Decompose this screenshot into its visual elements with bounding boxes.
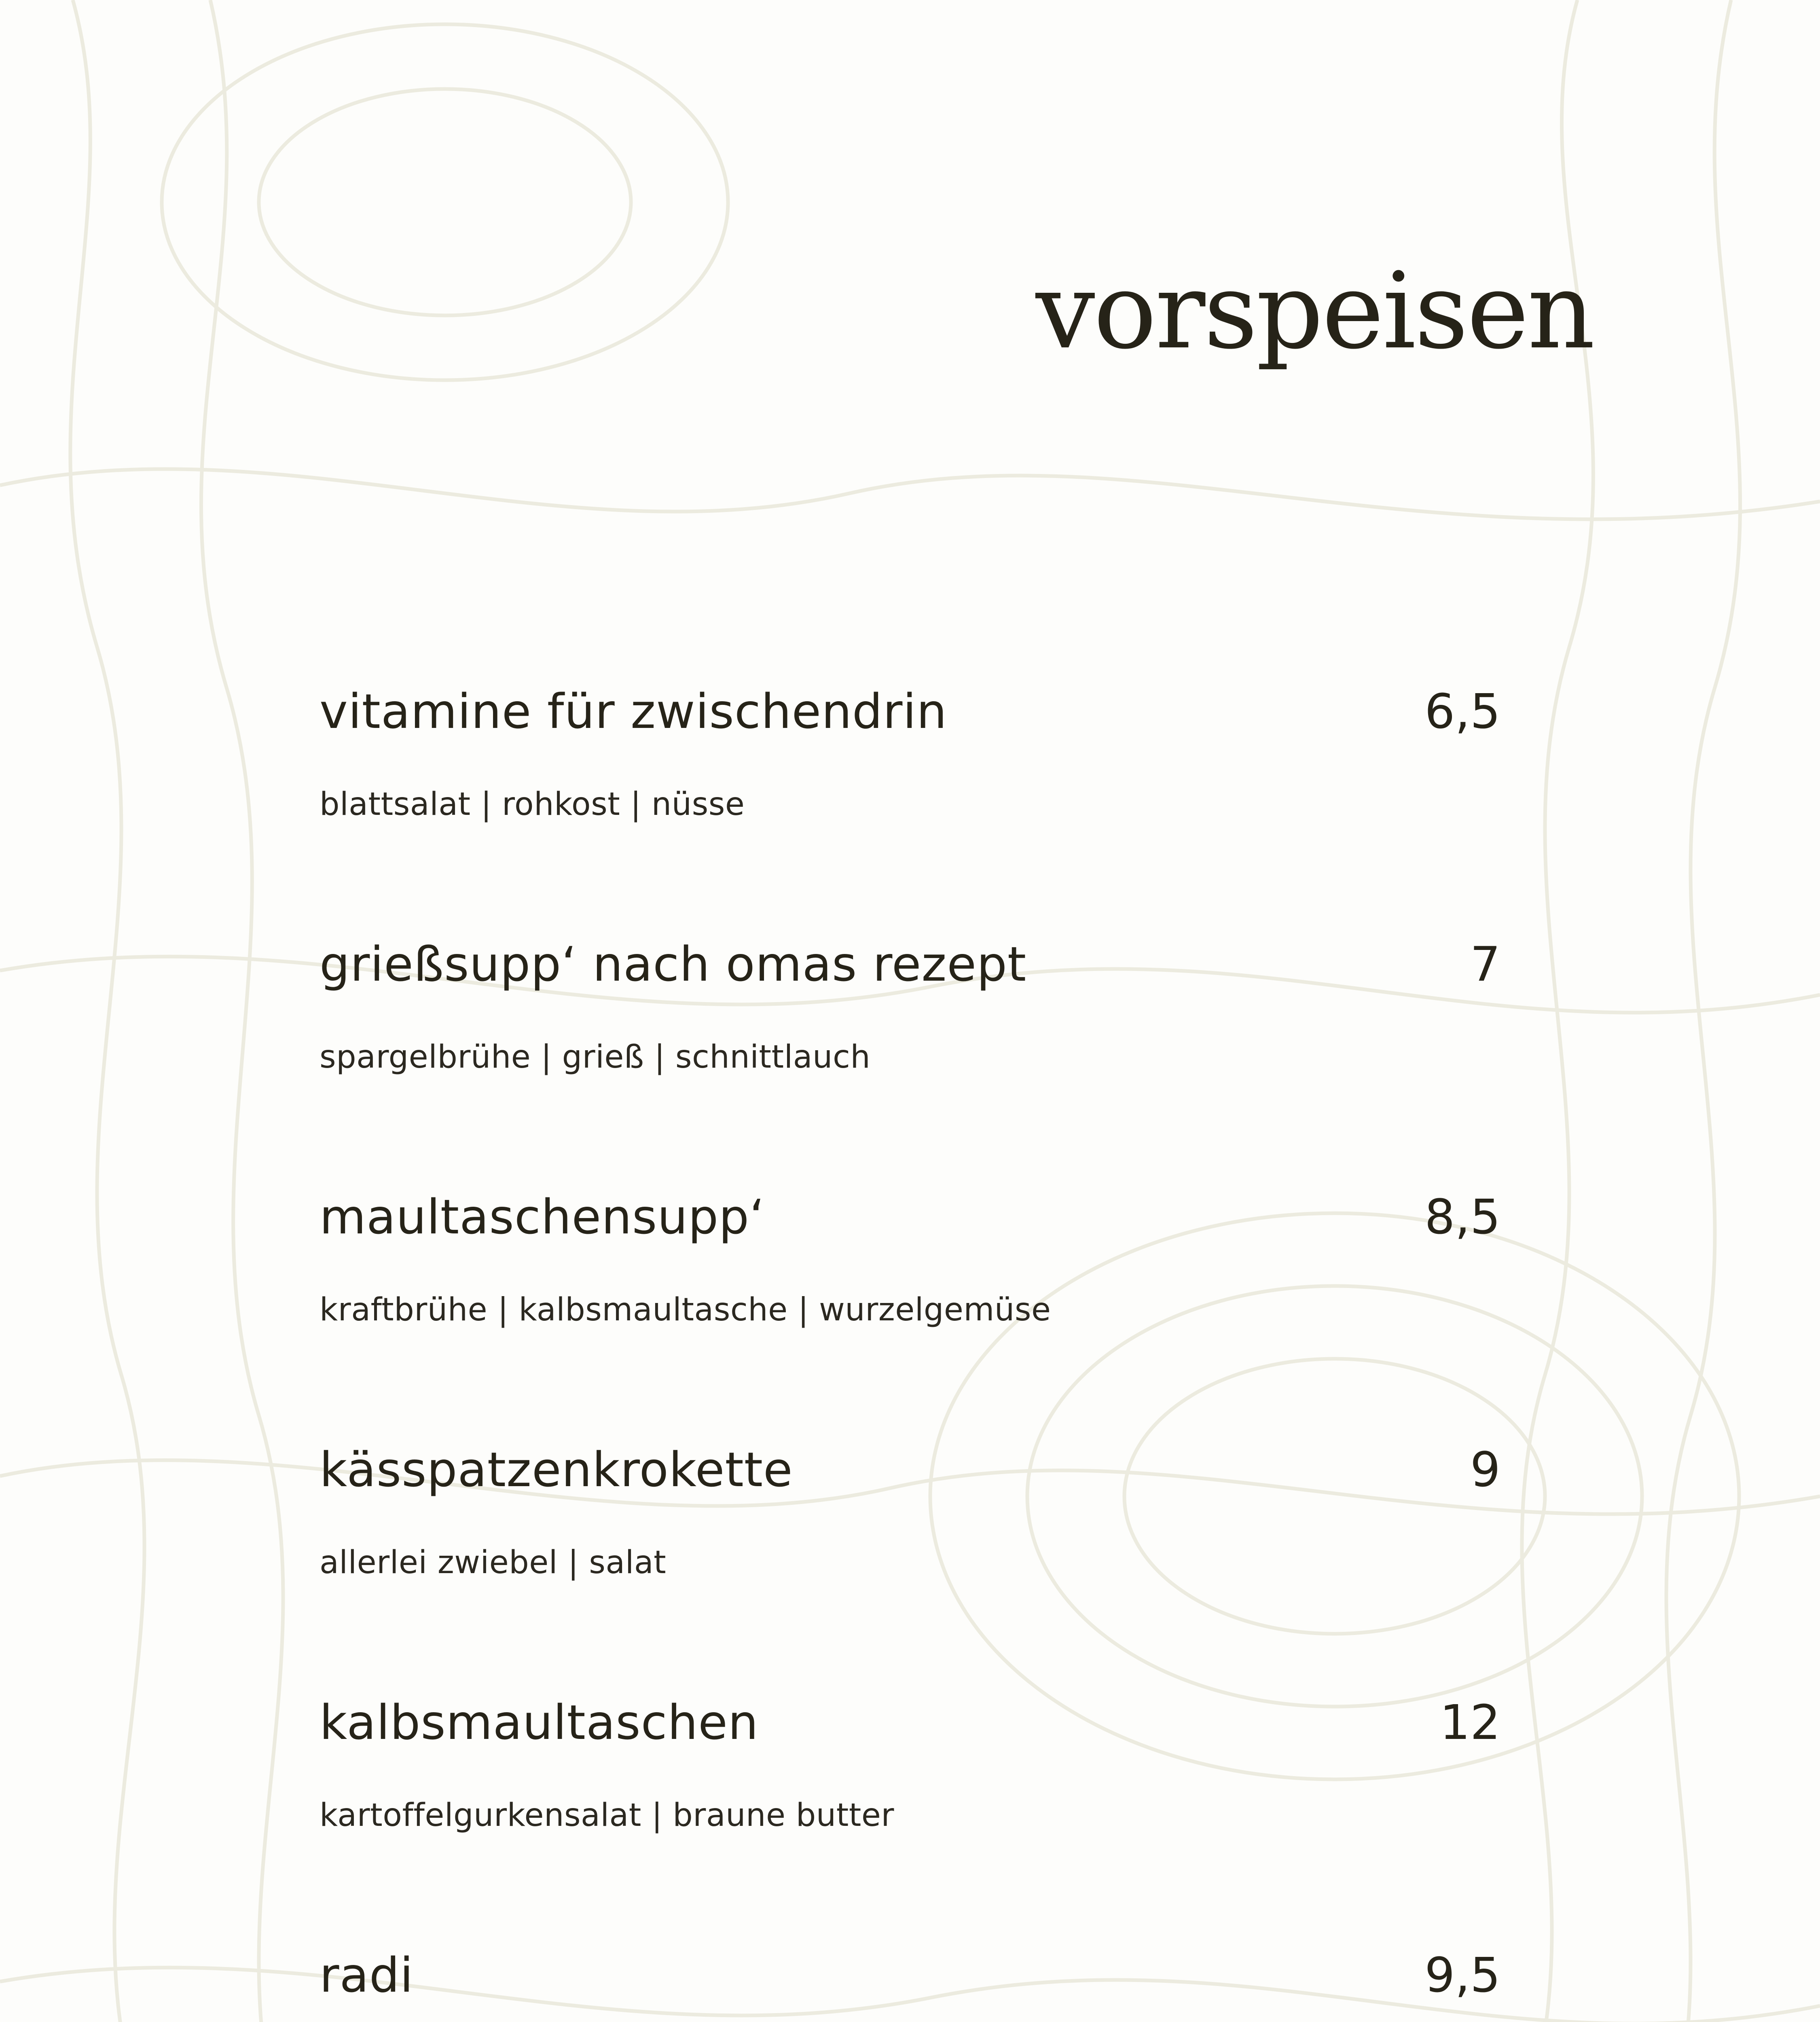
dish-price: 7: [1470, 936, 1500, 992]
dish-price: 9: [1470, 1442, 1500, 1497]
dish-price: 6,5: [1424, 683, 1500, 739]
menu-item: [320, 1442, 1500, 1698]
dish-name: grießsupp‘ nach omas rezept: [320, 936, 1027, 992]
menu-item: [320, 1189, 1500, 1446]
dish-description: blattsalat | rohkost | nüsse: [320, 786, 745, 823]
menu-item: [320, 1694, 1500, 1951]
dish-description: kartoffelgurkensalat | braune butter: [320, 1797, 894, 1834]
dish-price: 12: [1439, 1694, 1500, 1750]
menu-item: [320, 683, 1500, 940]
dish-description: allerlei zwiebel | salat: [320, 1544, 667, 1581]
dish-description: kraftbrühe | kalbsmaultasche | wurzelgemüse: [320, 1292, 1051, 1328]
dish-name: radi: [320, 1947, 414, 2003]
dish-price: 9,5: [1424, 1947, 1500, 2003]
dish-price: 8,5: [1424, 1189, 1500, 1245]
dish-name: maultaschensupp‘: [320, 1189, 765, 1245]
menu-item: [320, 936, 1500, 1193]
dish-name: kässpatzenkrokette: [320, 1442, 793, 1497]
section-title: vorspeisen: [1035, 250, 1594, 372]
dish-name: vitamine für zwischendrin: [320, 683, 947, 739]
menu-list: [320, 683, 1500, 2022]
dish-description: spargelbrühe | grieß | schnittlauch: [320, 1039, 871, 1075]
dish-name: kalbsmaultaschen: [320, 1694, 759, 1750]
menu-item: [320, 1947, 1500, 2022]
